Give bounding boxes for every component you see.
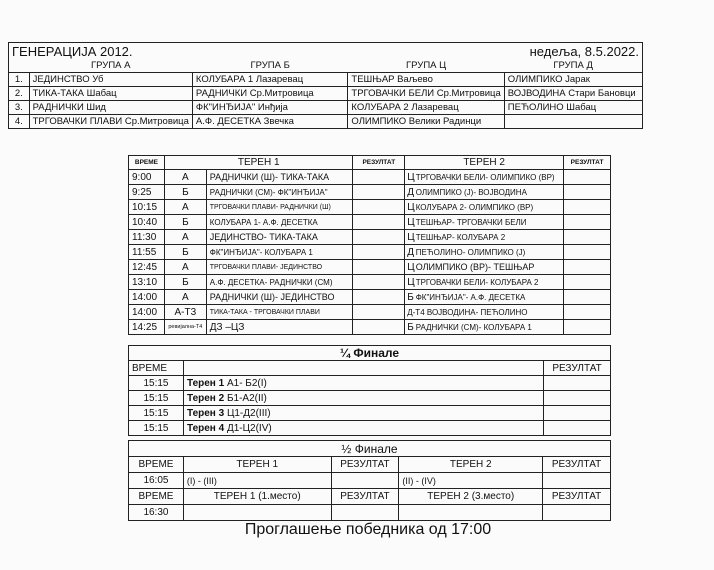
field1-match: (I) - (III)	[183, 473, 331, 489]
field1-header: ТЕРЕН 1	[183, 457, 331, 473]
result-cell	[353, 230, 405, 245]
field1-match: ЈЕДИНСТВО- ТИКА-ТАКА	[206, 230, 353, 245]
field1-match: ДЗ –ЦЗ	[206, 320, 353, 335]
quarterfinal-row	[129, 376, 611, 391]
result2-header: РЕЗУЛТАТ	[564, 156, 611, 170]
group-b-team: РАДНИЧКИ Ср.Митровица	[192, 87, 348, 101]
quarterfinal-title-row	[129, 346, 611, 361]
group-a-team: ЈЕДИНСТВО Уб	[29, 73, 192, 87]
result-cell	[544, 376, 611, 391]
closing-note: Проглашење победника од 17:00	[244, 521, 492, 538]
group-a-team: ТРГОВАЧКИ ПЛАВИ Ср.Митровица	[29, 115, 192, 129]
field1-match: РАДНИЧКИ (Ш)- ЈЕДИНСТВО	[206, 290, 353, 305]
field2-match: ПЕЋОЛИНО- ОЛИМПИКО (Ј)	[415, 245, 564, 260]
quarterfinal-row	[129, 406, 611, 421]
match-pairing: Д1-Ц2(IV)	[226, 422, 272, 434]
schedule-row	[129, 245, 611, 260]
field1-match: РАДНИЧКИ (СМ)- ФК"ИНЂИЈА"	[206, 185, 353, 200]
group-label: Д-Т4	[407, 307, 425, 317]
field-label: Терен 2	[186, 392, 225, 404]
group-label: А	[164, 200, 206, 215]
schedule-row	[129, 215, 611, 230]
result-header: РЕЗУЛТАТ	[544, 361, 611, 376]
group-d-team	[504, 115, 642, 129]
group-label: Ц	[405, 260, 415, 275]
group-label: А	[164, 290, 206, 305]
group-label: Д	[405, 245, 415, 260]
quarterfinal-table	[128, 345, 611, 436]
group-c-team: КОЛУБАРА 2 Лазаревац	[348, 101, 504, 115]
match-time: 15:15	[129, 391, 184, 406]
result-cell	[353, 215, 405, 230]
result2-header: РЕЗУЛТАТ	[543, 489, 611, 505]
schedule-row	[129, 230, 611, 245]
schedule-row	[129, 275, 611, 290]
group-b-team: А.Ф. ДЕСЕТКА Звечка	[192, 115, 348, 129]
field1-match: КОЛУБАРА 1- А.Ф. ДЕСЕТКА	[206, 215, 353, 230]
field2-match: ВОЈВОДИНА- ПЕЋОЛИНО	[426, 307, 528, 317]
final-field2-header: ТЕРЕН 2 (3.место)	[399, 489, 543, 505]
match-time: 15:15	[129, 421, 184, 436]
schedule-header-row	[129, 156, 611, 170]
quarterfinal-row	[129, 421, 611, 436]
semifinal-row	[129, 473, 611, 489]
field-label: Терен 3	[186, 407, 225, 419]
tournament-date: недеља, 8.5.2022.	[348, 43, 643, 60]
match-time: 16:05	[129, 473, 184, 489]
group-d-team: ВОЈВОДИНА Стари Бановци	[504, 87, 642, 101]
field1-match: ТРГОВАЧКИ ПЛАВИ- РАДНИЧКИ (Ш)	[206, 200, 353, 215]
result-cell	[564, 290, 611, 305]
field2-match: КОЛУБАРА 2- ОЛИМПИКО (ВР)	[415, 200, 564, 215]
field2-header: ТЕРЕН 2	[399, 457, 543, 473]
quarterfinal-match	[183, 406, 543, 421]
group-label: А	[164, 230, 206, 245]
group-label: Ц	[405, 275, 415, 290]
result-cell	[564, 320, 611, 335]
result-cell	[353, 275, 405, 290]
group-row	[9, 101, 643, 115]
result-cell	[331, 473, 399, 489]
result2-header: РЕЗУЛТАТ	[543, 457, 611, 473]
semifinal-table	[128, 440, 611, 521]
group-b-header: ГРУПА Б	[192, 59, 348, 73]
time-header: ВРЕМЕ	[129, 489, 184, 505]
quarterfinal-match	[183, 376, 543, 391]
field-label: Терен 1	[186, 377, 225, 389]
field2-match: ОЛИМПИКО (Ј)- ВОЈВОДИНА	[415, 185, 564, 200]
result-cell	[564, 170, 611, 185]
match-time: 14:25	[129, 320, 165, 335]
result-cell	[353, 260, 405, 275]
group-c-team: ТРГОВАЧКИ БЕЛИ Ср.Митровица	[348, 87, 504, 101]
tournament-title: ГЕНЕРАЦИЈА 2012.	[9, 43, 348, 60]
result-cell	[353, 170, 405, 185]
match-time: 12:45	[129, 260, 165, 275]
match-time: 9:00	[129, 170, 165, 185]
match-pairing: А1- Б2(I)	[226, 377, 267, 389]
field2-match: (II) - (IV)	[399, 473, 543, 489]
result-cell	[564, 230, 611, 245]
match-time: 11:30	[129, 230, 165, 245]
result-cell	[564, 305, 611, 320]
match-time: 15:15	[129, 406, 184, 421]
group-row-number: 3.	[9, 101, 30, 115]
result-cell	[353, 305, 405, 320]
semifinal-title: ½ Финале	[129, 441, 611, 457]
group-c-team: ТЕШЊАР Ваљево	[348, 73, 504, 87]
group-c-team: ОЛИМПИКО Велики Радинци	[348, 115, 504, 129]
groups-table	[8, 42, 643, 129]
group-d-header: ГРУПА Д	[504, 59, 642, 73]
result-cell	[353, 320, 405, 335]
group-row-number: 4.	[9, 115, 30, 129]
group-label: Д	[405, 185, 415, 200]
group-label: Ц	[405, 200, 415, 215]
schedule-row	[129, 320, 611, 335]
match-time: 13:10	[129, 275, 165, 290]
group-label: Б	[164, 275, 206, 290]
match-time: 14:00	[129, 290, 165, 305]
field2-match: ФК"ИНЂИЈА"- А.Ф. ДЕСЕТКА	[415, 290, 564, 305]
schedule-row	[129, 200, 611, 215]
result-cell	[543, 473, 611, 489]
time-header: ВРЕМЕ	[129, 457, 184, 473]
match-pairing: Б1-А2(II)	[226, 392, 267, 404]
result-cell	[564, 200, 611, 215]
field1-match: ТИКА-ТАКА - ТРГОВАЧКИ ПЛАВИ	[206, 305, 353, 320]
groups-header-row	[9, 59, 643, 73]
closing-note-container	[0, 521, 714, 539]
group-row	[9, 87, 643, 101]
group-row-number: 1.	[9, 73, 30, 87]
group-label: Б	[164, 185, 206, 200]
group-label: Б	[405, 320, 415, 335]
match-time: 10:15	[129, 200, 165, 215]
group-label: А-Т3	[164, 305, 206, 320]
semifinal-title-row	[129, 441, 611, 457]
group-d-team: ОЛИМПИКО Јарак	[504, 73, 642, 87]
field1-match: ФК"ИНЂИЈА"- КОЛУБАРА 1	[206, 245, 353, 260]
semifinal-header-row	[129, 457, 611, 473]
field2-match: РАДНИЧКИ (СМ)- КОЛУБАРА 1	[415, 320, 564, 335]
result-cell	[564, 215, 611, 230]
match-pairing: Ц1-Д2(III)	[226, 407, 271, 419]
quarterfinal-match	[183, 421, 543, 436]
schedule-row	[129, 185, 611, 200]
result-cell	[564, 260, 611, 275]
match-time: 14:00	[129, 305, 165, 320]
schedule-row	[129, 260, 611, 275]
field1-header: ТЕРЕН 1	[164, 156, 353, 170]
group-row-number: 2.	[9, 87, 30, 101]
group-label: А	[164, 260, 206, 275]
group-row	[9, 73, 643, 87]
quarterfinal-header-row	[129, 361, 611, 376]
match-time: 15:15	[129, 376, 184, 391]
final-field1-header: ТЕРЕН 1 (1.место)	[183, 489, 331, 505]
result-cell	[564, 185, 611, 200]
field2-match: ТЕШЊАР- ТРГОВАЧКИ БЕЛИ	[415, 215, 564, 230]
group-b-team: КОЛУБАРА 1 Лазаревац	[192, 73, 348, 87]
field1-match: РАДНИЧКИ (Ш)- ТИКА-ТАКА	[206, 170, 353, 185]
group-label: А	[164, 170, 206, 185]
group-a-header: ГРУПА А	[29, 59, 192, 73]
result-cell	[564, 245, 611, 260]
match-time: 16:30	[129, 505, 184, 521]
result-cell	[564, 275, 611, 290]
field2-match: ТЕШЊАР- КОЛУБАРА 2	[415, 230, 564, 245]
group-a-team: РАДНИЧКИ Шид	[29, 101, 192, 115]
group-label: ревијална-Т4	[164, 320, 206, 335]
result-cell	[353, 245, 405, 260]
result-cell	[544, 391, 611, 406]
time-header: ВРЕМЕ	[129, 156, 165, 170]
group-label: Ц	[405, 215, 415, 230]
group-label: Ц	[405, 230, 415, 245]
quarterfinal-row	[129, 391, 611, 406]
group-d-team: ПЕЋОЛИНО Шабац	[504, 101, 642, 115]
field2-match-combined	[405, 305, 564, 320]
quarterfinal-title: ¼ Финале	[129, 346, 611, 361]
group-label: Б	[164, 245, 206, 260]
field2-match: ОЛИМПИКО (ВР)- ТЕШЊАР	[415, 260, 564, 275]
result-cell	[353, 200, 405, 215]
final-row	[129, 505, 611, 521]
schedule-row	[129, 305, 611, 320]
group-b-team: ФК"ИНЂИЈА" Инђија	[192, 101, 348, 115]
quarterfinal-match	[183, 391, 543, 406]
field2-header: ТЕРЕН 2	[405, 156, 564, 170]
field2-match: ТРГОВАЧКИ БЕЛИ- ОЛИМПИКО (ВР)	[415, 170, 564, 185]
result1-header: РЕЗУЛТАТ	[331, 457, 399, 473]
group-c-header: ГРУПА Ц	[348, 59, 504, 73]
result-cell	[353, 185, 405, 200]
match-time: 10:40	[129, 215, 165, 230]
group-label: Б	[405, 290, 415, 305]
group-row	[9, 115, 643, 129]
field1-match: А.Ф. ДЕСЕТКА- РАДНИЧКИ (СМ)	[206, 275, 353, 290]
match-time: 9:25	[129, 185, 165, 200]
result-cell	[353, 290, 405, 305]
schedule-row	[129, 170, 611, 185]
group-a-team: ТИКА-ТАКА Шабац	[29, 87, 192, 101]
result-cell	[544, 421, 611, 436]
schedule-table	[128, 155, 611, 335]
field-label: Терен 4	[186, 422, 225, 434]
match-time: 11:55	[129, 245, 165, 260]
group-label: Ц	[405, 170, 415, 185]
field2-match: ТРГОВАЧКИ БЕЛИ- КОЛУБАРА 2	[415, 275, 564, 290]
result1-header: РЕЗУЛТАТ	[331, 489, 399, 505]
schedule-row	[129, 290, 611, 305]
result1-header: РЕЗУЛТАТ	[353, 156, 405, 170]
result-cell	[544, 406, 611, 421]
final-header-row	[129, 489, 611, 505]
field1-match: ТРГОВАЧКИ ПЛАВИ- ЈЕДИНСТВО	[206, 260, 353, 275]
group-label: Б	[164, 215, 206, 230]
groups-title-row	[9, 43, 643, 60]
time-header: ВРЕМЕ	[129, 361, 184, 376]
